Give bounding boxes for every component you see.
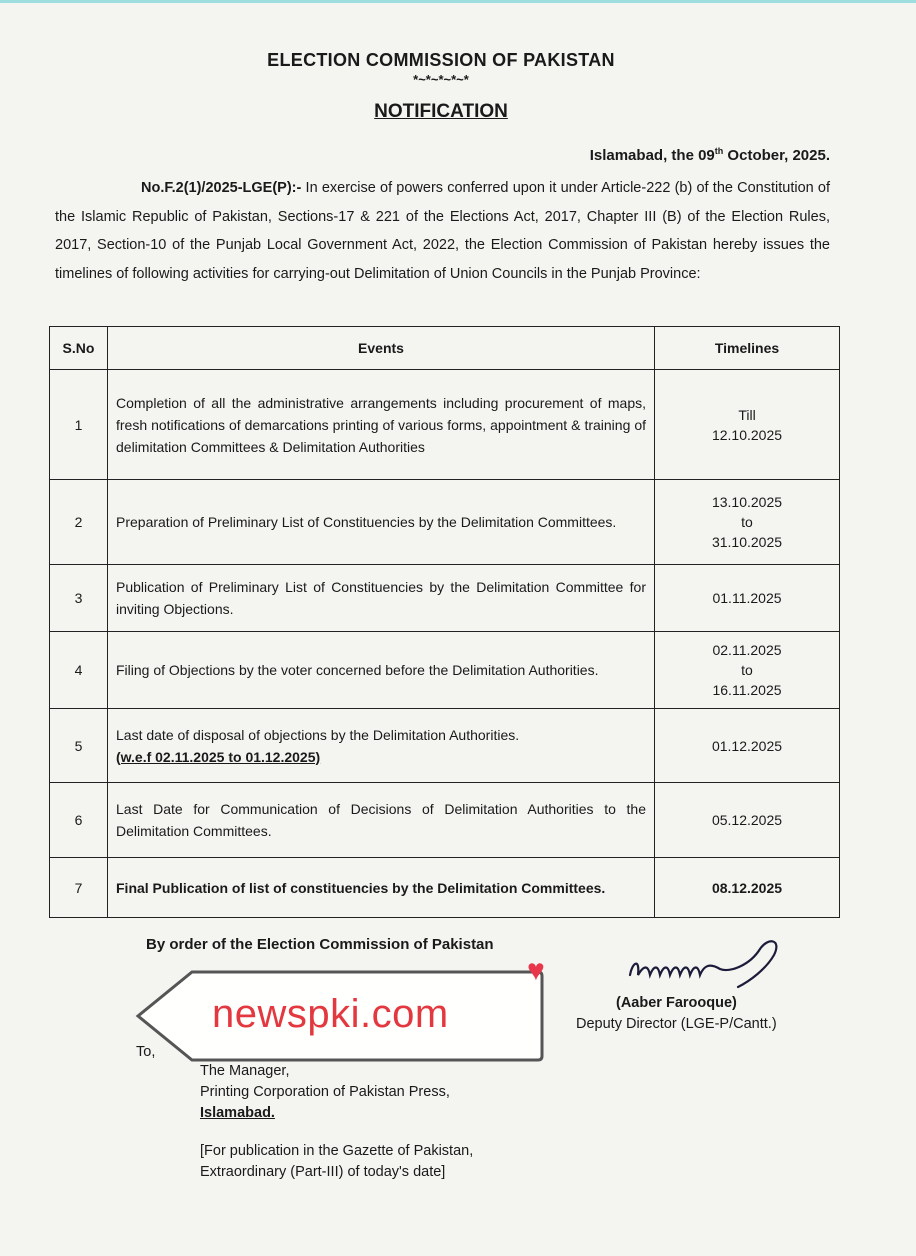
- row-timeline: [655, 565, 840, 632]
- row-event: Last Date for Communication of Decisions of Delimitation Authorities to the Delimitation Committees.: [108, 783, 655, 858]
- to-label: To,: [136, 1044, 156, 1060]
- table-row: [50, 709, 840, 783]
- timeline-line: 01.11.2025: [712, 590, 782, 606]
- row-timeline: [655, 783, 840, 858]
- table-header-row: [50, 327, 840, 370]
- timeline-line: 31.10.2025: [711, 534, 783, 550]
- signatory-name: (Aaber Farooque): [616, 995, 737, 1011]
- table-row: [50, 632, 840, 709]
- row-sno: 5: [50, 709, 108, 783]
- by-order-line: By order of the Election Commission of Pakistan: [146, 936, 494, 953]
- row-sno: 7: [50, 858, 108, 918]
- timeline-line: 13.10.2025: [711, 494, 783, 510]
- timeline-line: 01.12.2025: [711, 737, 783, 754]
- header-timelines: Timelines: [655, 327, 840, 370]
- row-event: Final Publication of list of constituencies by the Delimitation Committees.: [108, 858, 655, 918]
- watermark-text: newspki.com: [212, 992, 449, 1036]
- signatory-title: Deputy Director (LGE-P/Cantt.): [576, 1016, 777, 1032]
- row-sno: 3: [50, 565, 108, 632]
- recipient-line: The Manager,: [200, 1063, 290, 1079]
- recipient-line: Printing Corporation of Pakistan Press,: [200, 1084, 450, 1100]
- row-event: Preparation of Preliminary List of Constituencies by the Delimitation Committees.: [108, 480, 655, 565]
- row-event: Publication of Preliminary List of Constituencies by the Delimitation Committee for inviting Objections.: [108, 565, 655, 632]
- table-row: [50, 370, 840, 480]
- timeline-line: 08.12.2025: [711, 879, 783, 896]
- recipient-address: [200, 1061, 450, 1124]
- row-timeline: [655, 709, 840, 783]
- heart-icon: ♥: [527, 954, 545, 987]
- recipient-city: Islamabad.: [200, 1105, 275, 1121]
- row-event-text: Last date of disposal of objections by the Delimitation Authorities.: [116, 726, 520, 743]
- publication-line: Extraordinary (Part-III) of today's date]: [200, 1164, 446, 1180]
- row-timeline: [655, 480, 840, 565]
- organization-title: ELECTION COMMISSION OF PAKISTAN: [267, 50, 615, 70]
- timeline-line: 12.10.2025: [711, 426, 783, 443]
- dateline: [590, 146, 830, 164]
- row-event-note: (w.e.f 02.11.2025 to 01.12.2025): [116, 748, 321, 765]
- row-event: Completion of all the administrative arrangements including procurement of maps, fresh notifications of demarcations printing of various forms, appointment & training of delimitation Committees & Delimitation Authorities: [108, 370, 655, 480]
- notification-heading: NOTIFICATION: [374, 101, 508, 122]
- title-ornament: *~*~*~*~*: [413, 72, 469, 87]
- row-sno: 4: [50, 632, 108, 709]
- row-sno: 1: [50, 370, 108, 480]
- table-row: [50, 783, 840, 858]
- row-timeline: [655, 632, 840, 709]
- timeline-line: to: [741, 662, 753, 678]
- row-event: Filing of Objections by the voter concerned before the Delimitation Authorities.: [108, 632, 655, 709]
- timeline-line: 02.11.2025: [712, 642, 782, 658]
- dateline-suffix: October, 2025.: [723, 147, 830, 164]
- row-timeline: [655, 858, 840, 918]
- publication-note: [200, 1141, 473, 1183]
- row-sno: 2: [50, 480, 108, 565]
- row-event: [108, 709, 655, 783]
- table-row: [50, 858, 840, 918]
- dateline-superscript: th: [714, 146, 724, 156]
- timeline-line: 05.12.2025: [711, 812, 783, 828]
- signature-icon: [610, 935, 800, 995]
- table-row: [50, 480, 840, 565]
- intro-text: In exercise of powers conferred upon it under Article-222 (b) of the Constitution of the Islamic Republic of Pakistan, Sections-17 & 221 of the Elections Act, 2017, Chapter III (B) of the Election Rules, 2017, Section-10 of the Punjab Local Government Act, 2022, the Election Commission of Pakistan hereby issues the timelines of following activities for carrying-out Delimitation of Union Councils in the Punjab Province:: [55, 180, 830, 282]
- reference-number: No.F.2(1)/2025-LGE(P):-: [141, 180, 302, 196]
- header-sno: S.No: [50, 327, 108, 370]
- header-events: Events: [108, 327, 655, 370]
- publication-line: [For publication in the Gazette of Pakistan,: [200, 1143, 474, 1159]
- timeline-line: 16.11.2025: [712, 682, 782, 698]
- timelines-table: [49, 326, 840, 918]
- timeline-line: Till: [738, 406, 756, 423]
- row-timeline: [655, 370, 840, 480]
- timeline-line: to: [741, 514, 753, 530]
- row-sno: 6: [50, 783, 108, 858]
- intro-paragraph: [55, 174, 830, 288]
- dateline-prefix: Islamabad, the 09: [589, 147, 715, 164]
- table-row: [50, 565, 840, 632]
